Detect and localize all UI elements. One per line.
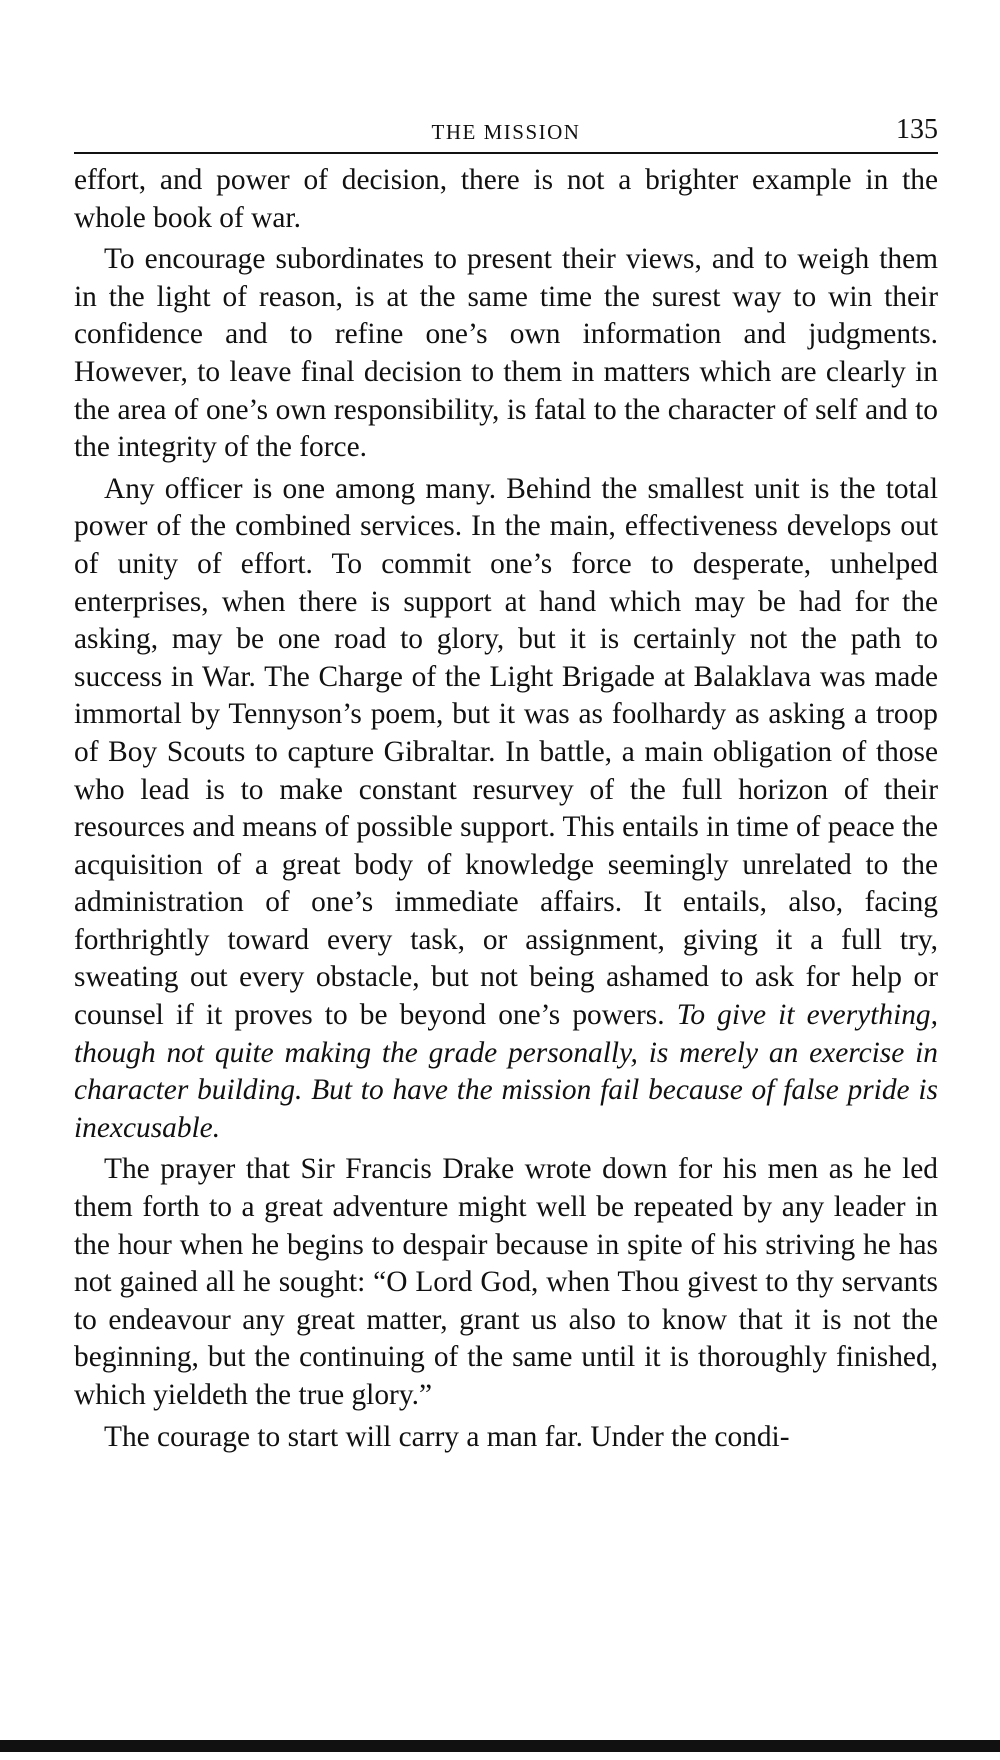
italic-emphasis: To give it everything, though not quite making the grade personally, is merely an exercise in character building. But to have the mission fail because of false pride is inexcusable. (74, 999, 938, 1144)
book-page (74, 112, 938, 1456)
chapter-title: THE MISSION (431, 120, 581, 144)
paragraph-text: Any officer is one among many. Behind the smallest unit is the total power of the combined services. In the main, effectiveness develops out of unity of effort. To commit one’s force to desperate, unhelped enterprises, when there is support at hand which may be had for the asking, may be one road to glory, but it is certainly not the path to success in War. The Charge of the Light Brigade at Balaklava was made immortal by Tennyson’s poem, but it was as foolhardy as asking a troop of Boy Scouts to capture Gibraltar. In battle, a main obligation of those who lead is to make constant resurvey of the full horizon of their resources and means of possible support. This entails in time of peace the acquisition of a great body of knowledge seemingly unrelated to the administration of one’s immediate affairs. It entails, also, facing forthrightly toward every task, or assignment, giving it a full try, sweating out every obstacle, but not being ashamed to ask for help or counsel if it proves to be beyond one’s powers. (74, 472, 938, 1032)
page-number: 135 (896, 114, 938, 145)
paragraph-text: The courage to start will carry a man far. Under the condi- (104, 1420, 790, 1453)
paragraph-text: The prayer that Sir Francis Drake wrote down for his men as he led them forth to a great adventure might well be repeated by any leader in the hour when he begins to despair because in spite of his striving he has not gained all he sought: “O Lord God, when Thou givest to thy servants to endeavour any great matter, grant us also to know that it is not the beginning, but the continuing of the same until it is thoroughly finished, which yieldeth the true glory.” (74, 1153, 938, 1411)
body-text (74, 162, 938, 1456)
paragraph-continued (74, 162, 938, 237)
paragraph-officer (74, 471, 938, 1148)
paragraph-subordinates (74, 241, 938, 467)
scan-bottom-bar (0, 1740, 1000, 1752)
paragraph-courage (74, 1419, 938, 1457)
paragraph-text: effort, and power of decision, there is not a brighter example in the whole book of war. (74, 164, 938, 234)
paragraph-text: To encourage subordinates to present their views, and to weigh them in the light of reason, is at the same time the surest way to win their confidence and to refine one’s own information and judgments. However, to leave final decision to them in matters which are clearly in the area of one’s own responsibility, is fatal to the character of self and to the integrity of the force. (74, 243, 938, 464)
paragraph-drake-prayer (74, 1151, 938, 1414)
running-header (74, 112, 938, 154)
